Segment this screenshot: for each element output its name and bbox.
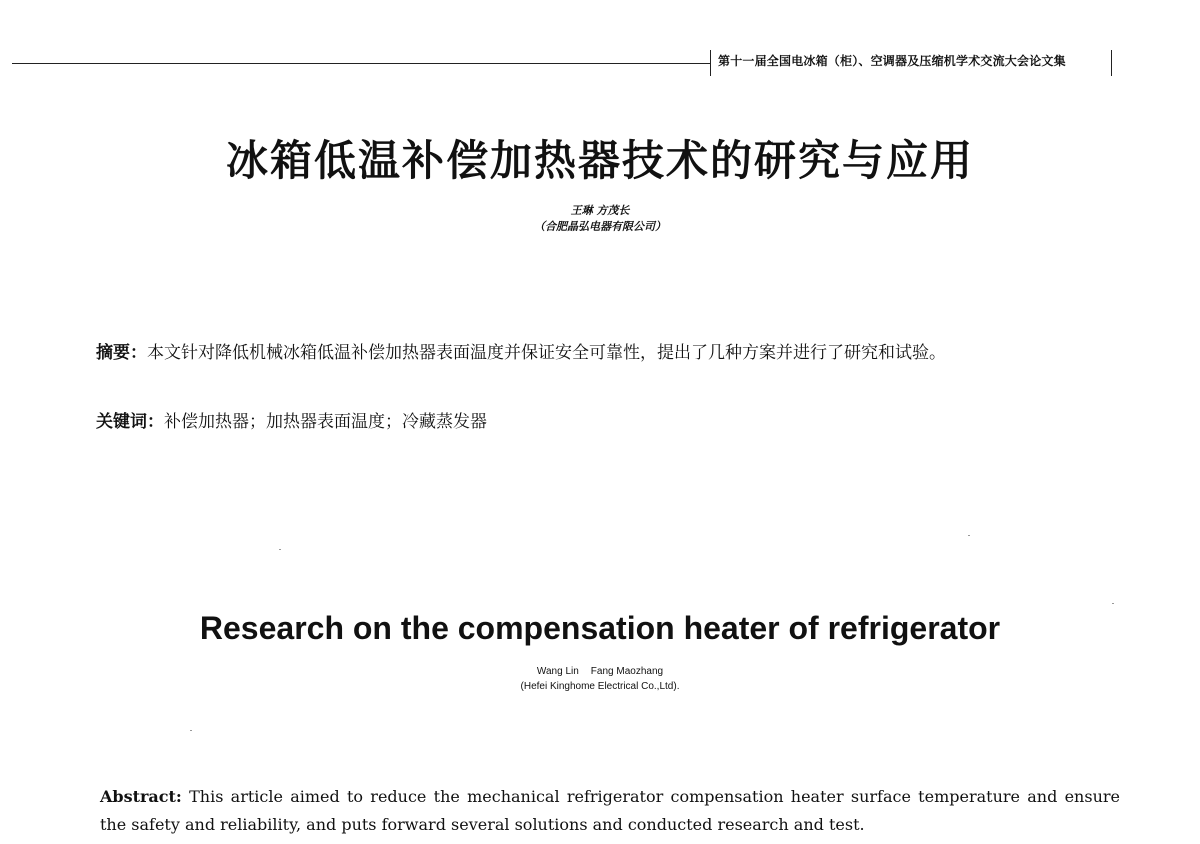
header-divider-left [710, 50, 711, 76]
chinese-author-block [0, 203, 1200, 235]
chinese-abstract [96, 338, 1116, 368]
english-title: Research on the compensation heater of refrigerator [199, 610, 1001, 646]
chinese-abstract-label: 摘要： [96, 343, 147, 363]
scan-speck [968, 535, 970, 536]
scan-speck [1112, 603, 1114, 604]
running-header: 第十一届全国电冰箱（柜）、空调器及压缩机学术交流大会论文集 [718, 54, 1066, 68]
header-rule [12, 63, 710, 64]
chinese-keywords-text: 补偿加热器；加热器表面温度；冷藏蒸发器 [164, 412, 487, 432]
english-author-1: Wang Lin [536, 666, 579, 677]
english-authors [0, 664, 1200, 679]
english-author-block [0, 664, 1200, 694]
chinese-keywords [96, 408, 1116, 436]
english-abstract-label: Abstract: [100, 787, 182, 806]
english-author-2: Fang Maozhang [590, 666, 664, 677]
chinese-affiliation: （合肥晶弘电器有限公司） [534, 220, 666, 233]
chinese-abstract-text: 本文针对降低机械冰箱低温补偿加热器表面温度并保证安全可靠性，提出了几种方案并进行了研究和试验。 [147, 343, 946, 363]
english-abstract [100, 783, 1120, 839]
scan-speck [190, 730, 192, 731]
english-abstract-text: This article aimed to reduce the mechanical refrigerator compensation heater surface temperature and ensure the safety and reliability, and puts forward several solutions and conducted research and test. [100, 787, 1120, 834]
header-divider-right [1111, 50, 1112, 76]
chinese-keywords-label: 关键词： [96, 412, 164, 432]
chinese-title: 冰箱低温补偿加热器技术的研究与应用 [225, 136, 974, 185]
chinese-authors: 王琳 方茂长 [570, 204, 630, 217]
scan-speck [279, 549, 281, 550]
english-affiliation: (Hefei Kinghome Electrical Co.,Ltd). [520, 681, 680, 692]
